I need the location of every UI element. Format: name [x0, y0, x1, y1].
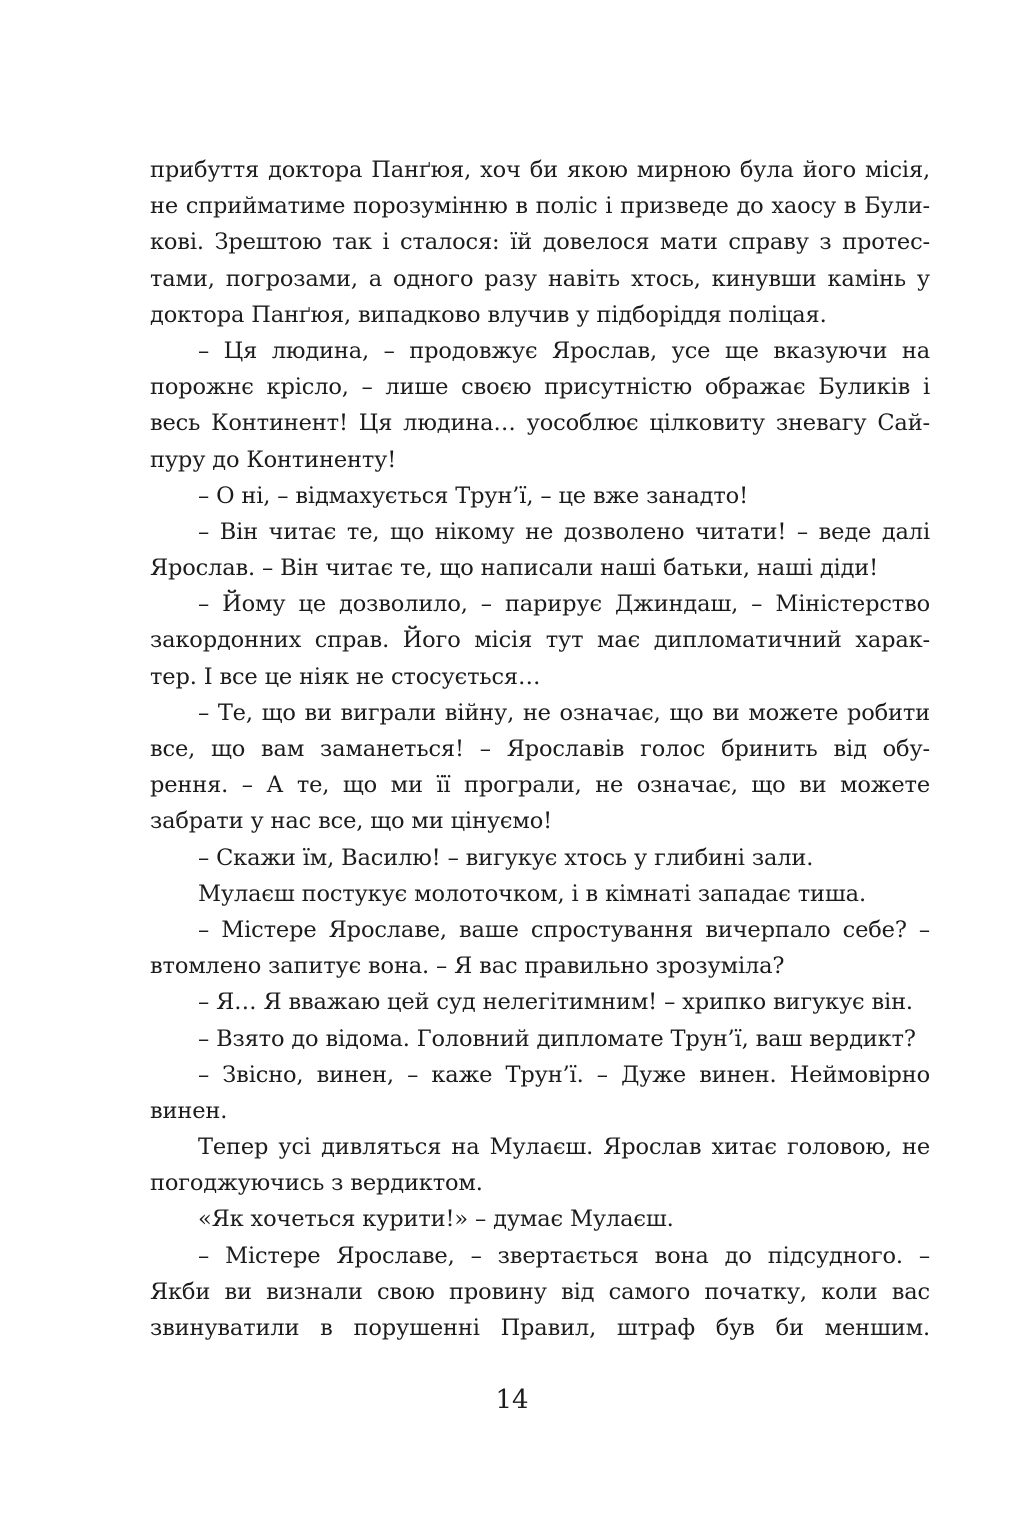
text-line: доктора Панґюя, випадково влучив у підборіддя поліцая.: [150, 301, 827, 328]
text-line: – Ця людина, – продовжує Ярослав, усе ще вказуючи на: [198, 337, 930, 364]
text-line: – Звісно, винен, – каже Трун’ї. – Дуже винен. Неймовірно: [198, 1061, 930, 1088]
text-line: втомлено запитує вона. – Я вас правильно зрозуміла?: [150, 953, 785, 980]
text-line: – Він читає те, що нікому не дозволено читати! – веде далі: [198, 518, 930, 545]
text-line: тер. І все це ніяк не стосується…: [150, 663, 541, 690]
text-line: пуру до Континенту!: [150, 446, 397, 473]
text-line: – Взято до відома. Головний дипломате Трун’ї, ваш вердикт?: [198, 1025, 916, 1052]
text-line: кові. Зрештою так і сталося: їй довелося мати справу з протес-: [150, 229, 930, 256]
text-line: Ярослав. – Він читає те, що написали наші батьки, наші діди!: [150, 555, 879, 582]
text-line: звинуватили в порушенні Правил, штраф був би меншим.: [150, 1315, 930, 1341]
text-line: не сприйматиме порозумінню в поліс і призведе до хаосу в Були-: [150, 193, 930, 220]
text-line: забрати у нас все, що ми цінуємо!: [150, 808, 552, 835]
text-line: прибуття доктора Панґюя, хоч би якою мирною була його місія,: [150, 157, 930, 183]
text-line: Мулаєш постукує молоточком, і в кімнаті западає тиша.: [198, 880, 866, 907]
text-line: закордонних справ. Його місія тут має дипломатичний харак-: [150, 627, 930, 654]
text-line: «Як хочеться курити!» – думає Мулаєш.: [198, 1206, 674, 1233]
text-line: – О ні, – відмахується Трун’ї, – це вже занадто!: [198, 482, 748, 509]
text-line: винен.: [150, 1097, 228, 1124]
text-line: порожнє крісло, – лише своєю присутністю ображає Буликів і: [150, 374, 930, 401]
text-line: рення. – А те, що ми її програли, не означає, що ви можете: [150, 772, 930, 799]
text-line: – Містере Ярославе, – звертається вона до підсудного. –: [198, 1242, 930, 1269]
text-line: – Я… Я вважаю цей суд нелегітимним! – хрипко вигукує він.: [198, 989, 913, 1016]
text-line: – Скажи їм, Василю! – вигукує хтось у глибині зали.: [198, 844, 814, 871]
text-line: тами, погрозами, а одного разу навіть хтось, кинувши камінь у: [150, 265, 930, 292]
text-line: Тепер усі дивляться на Мулаєш. Ярослав хитає головою, не: [198, 1134, 930, 1161]
page-number: 14: [495, 1385, 529, 1415]
text-line: все, що вам заманеться! – Ярославів голос бринить від обу-: [150, 736, 930, 762]
body-text: [150, 152, 930, 1346]
text-line: – Містере Ярославе, ваше спростування вичерпало себе? –: [198, 916, 930, 943]
text-line: – Йому це дозволило, – парирує Джиндаш, – Міністерство: [198, 591, 930, 618]
text-line: весь Континент! Ця людина… уособлює цілковиту зневагу Сай-: [150, 410, 930, 437]
text-line: – Те, що ви виграли війну, не означає, що ви можете робити: [198, 699, 930, 726]
text-line: Якби ви визнали свою провину від самого початку, коли вас: [150, 1278, 930, 1305]
text-line: погоджуючись з вердиктом.: [150, 1170, 483, 1197]
